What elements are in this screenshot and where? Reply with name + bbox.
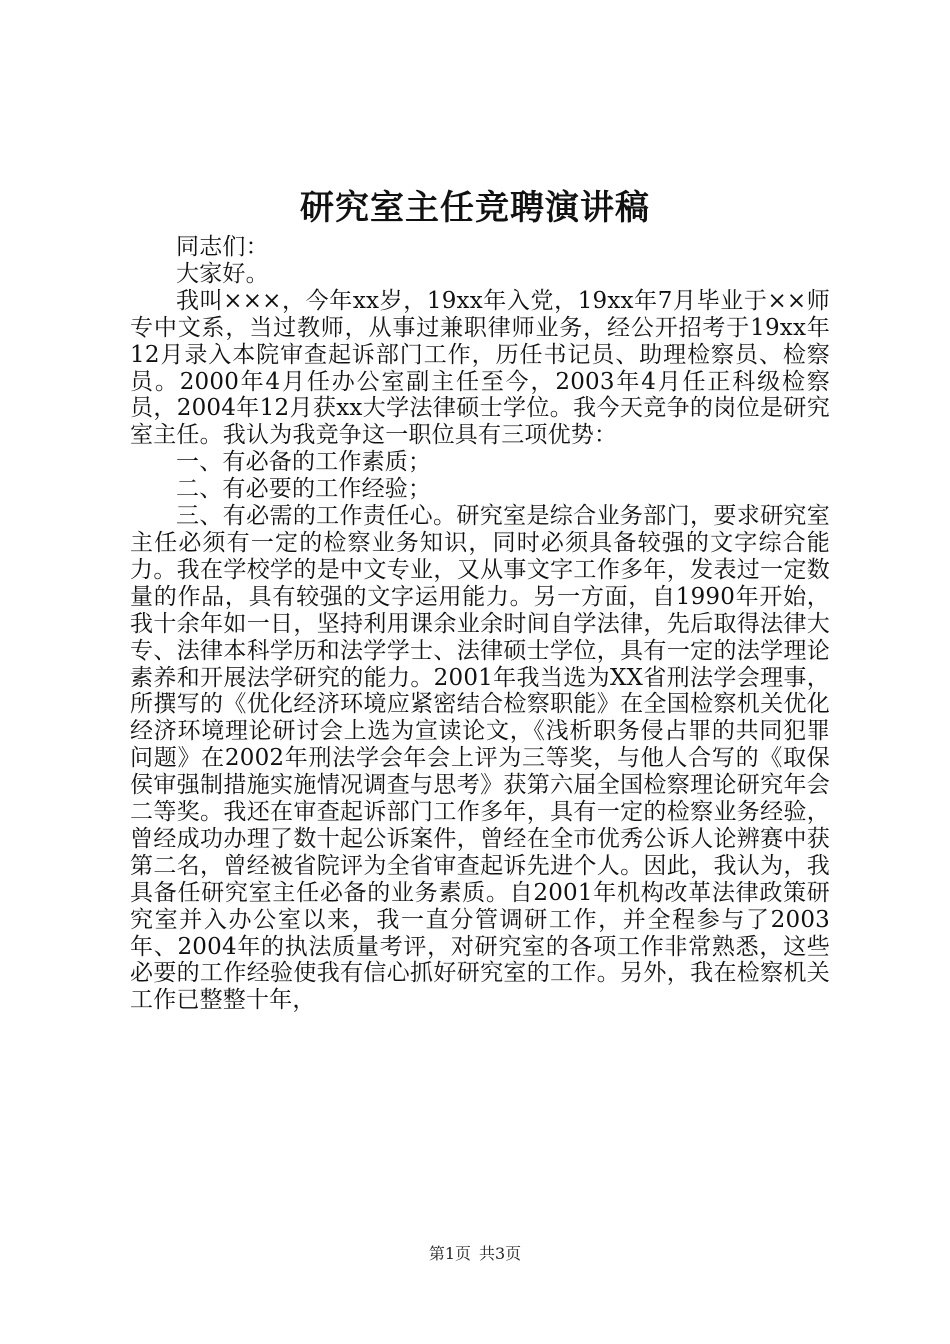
- page-number: 第1页: [428, 1244, 471, 1263]
- paragraph-intro: 我叫×××，今年xx岁，19xx年入党，19xx年7月毕业于××师专中文系，当过教师，从事过兼职律师业务，经公开招考于19xx年12月录入本院审查起诉部门工作，历任书记员、助理检察员、检察员。2000年4月任办公室副主任至今，2003年4月任正科级检察员，2004年12月获xx大学法律硕士学位。我今天竞争的岗位是研究室主任。我认为我竞争这一职位具有三项优势：: [130, 287, 830, 449]
- greeting: 大家好。: [176, 260, 269, 287]
- salutation: 同志们：: [176, 234, 269, 260]
- paragraph-advantage-3: 三、有必需的工作责任心。研究室是综合业务部门，要求研究室主任必须有一定的检察业务知识，同时必须具备较强的文字综合能力。我在学校学的是中文专业，又从事文字工作多年，发表过一定数量的作品，具有较强的文字运用能力。另一方面，自1990年开始，我十余年如一日，坚持利用课余业余时间自学法律，先后取得法律大专、法律本科学历和法学学士、法律硕士学位，具有一定的法学理论素养和开展法学研究的能力。2001年我当选为XX省刑法学会理事，所撰写的《优化经济环境应紧密结合检察职能》在全国检察机关优化经济环境理论研讨会上选为宣读论文，《浅析职务侵占罪的共同犯罪问题》在2002年刑法学会年会上评为三等奖，与他人合写的《取保侯审强制措施实施情况调查与思考》获第六届全国检察理论研究年会二等奖。我还在审查起诉部门工作多年，具有一定的检察业务经验，曾经成功办理了数十起公诉案件，曾经在全市优秀公诉人论辨赛中获第二名，曾经被省院评为全省审查起诉先进个人。因此，我认为，我具备任研究室主任必备的业务素质。自2001年机构改革法律政策研究室并入办公室以来，我一直分管调研工作，并全程参与了2003年、2004年的执法质量考评，对研究室的各项工作非常熟悉，这些必要的工作经验使我有信心抓好研究室的工作。另外，我在检察机关工作已整整十年，: [130, 503, 830, 1014]
- document-title: 研究室主任竞聘演讲稿: [300, 188, 650, 228]
- paragraph-advantage-1: 一、有必备的工作素质；: [176, 449, 432, 476]
- paragraph-advantage-2: 二、有必要的工作经验；: [176, 476, 432, 503]
- page-total: 共3页: [479, 1244, 522, 1263]
- document-body: [130, 234, 830, 1014]
- page-footer: [0, 1243, 950, 1265]
